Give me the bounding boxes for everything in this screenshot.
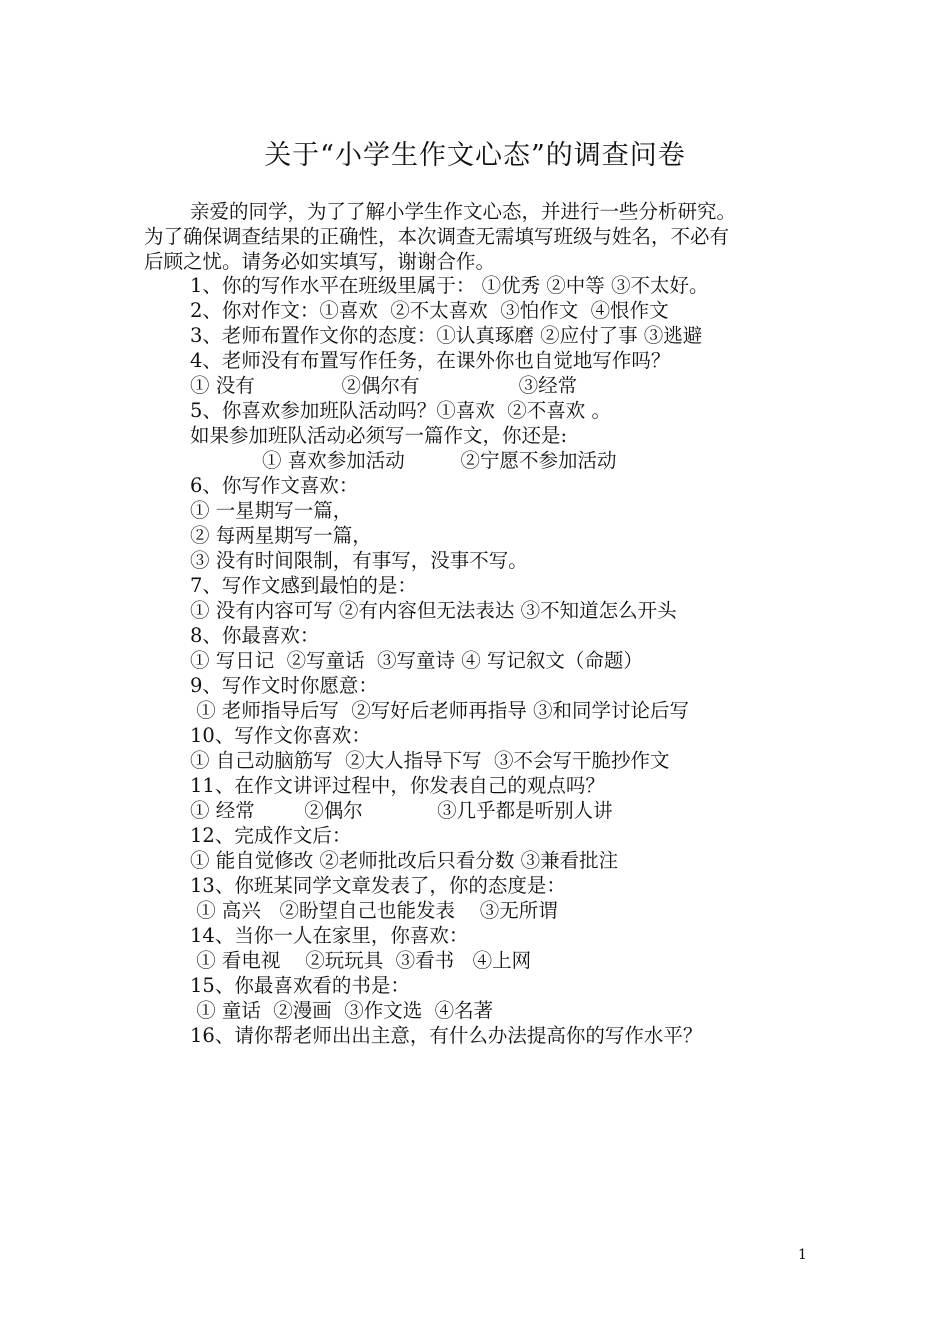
option-line: ② 每两星期写一篇， <box>190 524 372 547</box>
question-line: 15、你最喜欢看的书是： <box>190 974 410 997</box>
option-line: ① 没有 ②偶尔有 ③经常 <box>190 374 578 397</box>
option-line: ① 老师指导后写 ②写好后老师再指导 ③和同学讨论后写 <box>190 699 689 722</box>
question-line: 14、当你一人在家里，你喜欢： <box>190 924 469 947</box>
option-line: ① 看电视 ②玩玩具 ③看书 ④上网 <box>190 949 532 972</box>
question-line: 6、你写作文喜欢： <box>190 474 359 497</box>
option-line: ① 没有内容可写 ②有内容但无法表达 ③不知道怎么开头 <box>190 599 677 622</box>
intro-line: 亲爱的同学，为了了解小学生作文心态，并进行一些分析研究。 <box>190 200 737 223</box>
intro-line: 后顾之忧。请务必如实填写，谢谢合作。 <box>144 250 496 273</box>
page-title: 关于“小学生作文心态”的调查问卷 <box>264 140 686 171</box>
question-line: 11、在作文讲评过程中，你发表自己的观点吗？ <box>190 774 605 797</box>
option-line: ① 喜欢参加活动 ②宁愿不参加活动 <box>262 449 617 472</box>
question-line: 10、写作文你喜欢： <box>190 724 371 747</box>
question-line: 1、你的写作水平在班级里属于： ①优秀 ②中等 ③不太好。 <box>190 274 709 297</box>
question-line: 5、你喜欢参加班队活动吗？①喜欢 ②不喜欢 。 <box>190 399 612 422</box>
option-line: ① 一星期写一篇， <box>190 499 353 522</box>
intro-line: 为了确保调查结果的正确性，本次调查无需填写班级与姓名，不必有 <box>144 225 730 248</box>
question-line: 7、写作文感到最怕的是： <box>190 574 417 597</box>
option-line: ① 能自觉修改 ②老师批改后只看分数 ③兼看批注 <box>190 849 619 872</box>
option-line: ① 写日记 ②写童话 ③写童诗 ④ 写记叙文（命题） <box>190 649 643 672</box>
question-line: 4、老师没有布置写作任务，在课外你也自觉地写作吗？ <box>190 349 671 372</box>
option-line: ① 经常 ②偶尔 ③几乎都是听别人讲 <box>190 799 613 822</box>
question-line: 13、你班某同学文章发表了，你的态度是： <box>190 874 566 897</box>
option-line: ① 高兴 ②盼望自己也能发表 ③无所谓 <box>190 899 558 922</box>
option-line: ① 自己动脑筋写 ②大人指导下写 ③不会写干脆抄作文 <box>190 749 670 772</box>
option-line: ③ 没有时间限制，有事写，没事不写。 <box>190 549 528 572</box>
question-line: 12、完成作文后： <box>190 824 352 847</box>
page-number: 1 <box>798 1247 807 1263</box>
question-line: 3、老师布置作文你的态度：①认真琢磨 ②应付了事 ③逃避 <box>190 324 703 347</box>
question-line: 16、请你帮老师出出主意，有什么办法提高你的写作水平？ <box>190 1024 703 1047</box>
option-line: ① 童话 ②漫画 ③作文选 ④名著 <box>190 999 494 1022</box>
question-line: 9、写作文时你愿意： <box>190 674 378 697</box>
question-line: 如果参加班队活动必须写一篇作文，你还是: <box>190 424 568 447</box>
question-line: 8、你最喜欢： <box>190 624 320 647</box>
question-line: 2、你对作文：①喜欢 ②不太喜欢 ③怕作文 ④恨作文 <box>190 299 669 322</box>
